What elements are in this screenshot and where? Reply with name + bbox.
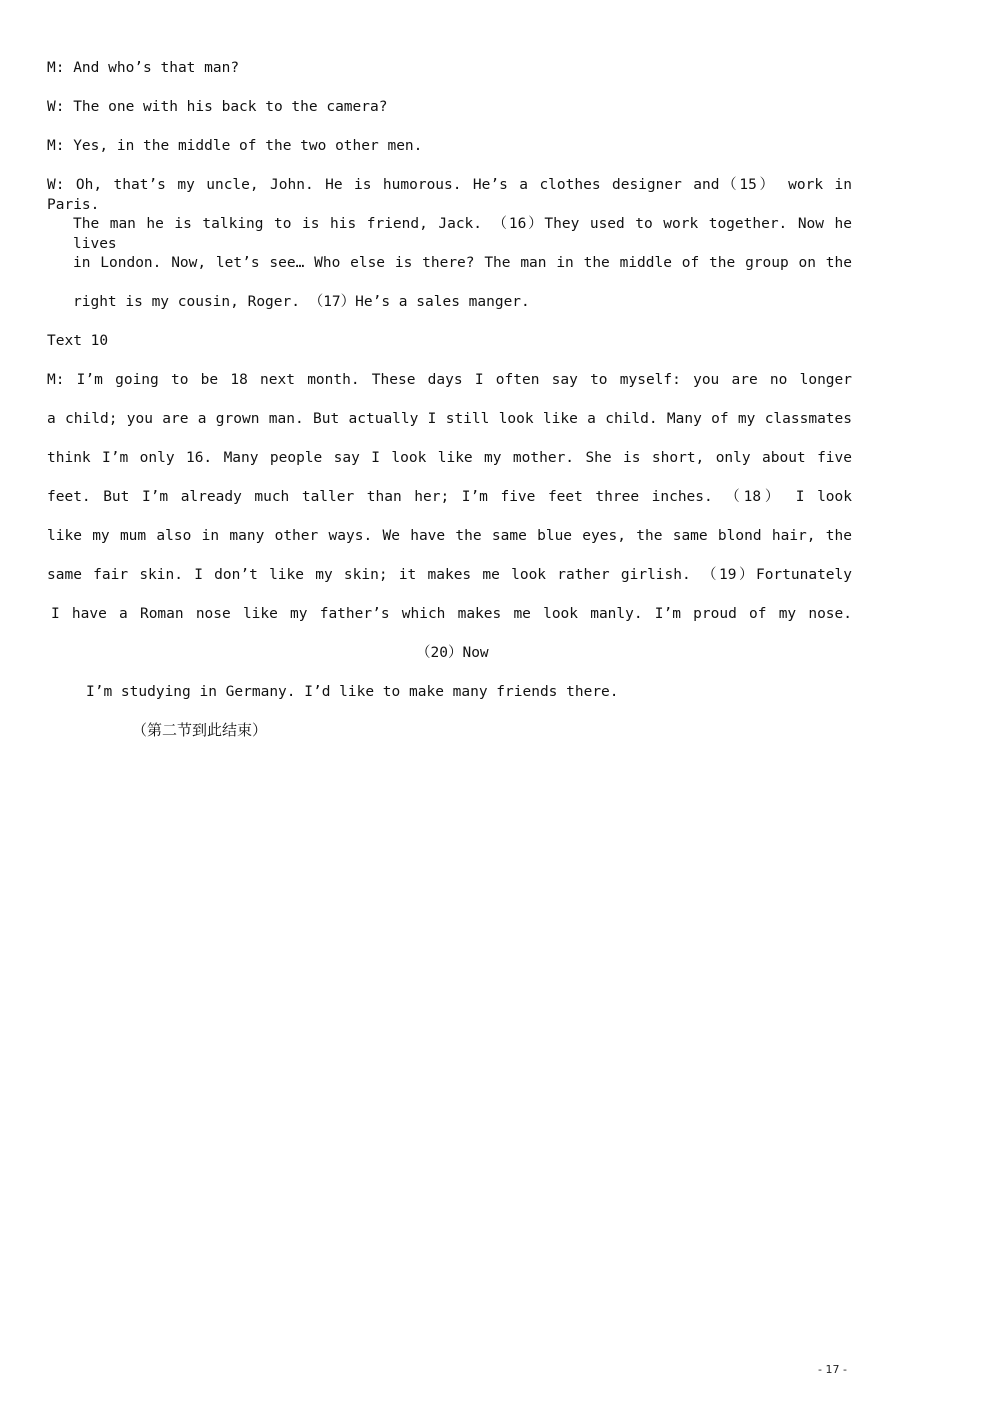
- section-heading: Text 10: [47, 333, 109, 349]
- dialogue-line: W: The one with his back to the camera?: [47, 99, 388, 115]
- monologue-line: I’m studying in Germany. I’d like to make many friends there.: [86, 684, 619, 700]
- dialogue-line: M: And who’s that man?: [47, 60, 240, 76]
- dialogue-line: M: Yes, in the middle of the two other men.: [47, 138, 423, 154]
- monologue-line: I have a Roman nose like my father’s which makes me look manly. I’m proud of my nose.: [51, 606, 852, 622]
- dialogue-line: The man he is talking to is his friend, Jack. （16）They used to work together. Now he lives: [73, 216, 852, 252]
- monologue-line: M: I’m going to be 18 next month. These days I often say to myself: you are no longer: [47, 372, 852, 388]
- monologue-line: think I’m only 16. Many people say I look like my mother. She is short, only about five: [47, 450, 852, 466]
- dialogue-line: in London. Now, let’s see… Who else is there? The man in the middle of the group on the: [73, 255, 852, 271]
- monologue-line: （20）Now: [416, 645, 489, 661]
- monologue-line: feet. But I’m already much taller than her; I’m five feet three inches. （18） I look: [47, 489, 852, 505]
- dialogue-line: right is my cousin, Roger. （17）He’s a sales manger.: [73, 294, 530, 310]
- dialogue-line: W: Oh, that’s my uncle, John. He is humorous. He’s a clothes designer and（15） work in Paris.: [47, 177, 852, 213]
- end-note: （第二节到此结束）: [132, 721, 268, 739]
- page-number: - 17 -: [818, 1363, 847, 1376]
- monologue-line: a child; you are a grown man. But actually I still look like a child. Many of my classmates: [47, 411, 852, 427]
- monologue-line: same fair skin. I don’t like my skin; it makes me look rather girlish. （19）Fortunately: [47, 567, 852, 583]
- monologue-line: like my mum also in many other ways. We have the same blue eyes, the same blond hair, the: [47, 528, 852, 544]
